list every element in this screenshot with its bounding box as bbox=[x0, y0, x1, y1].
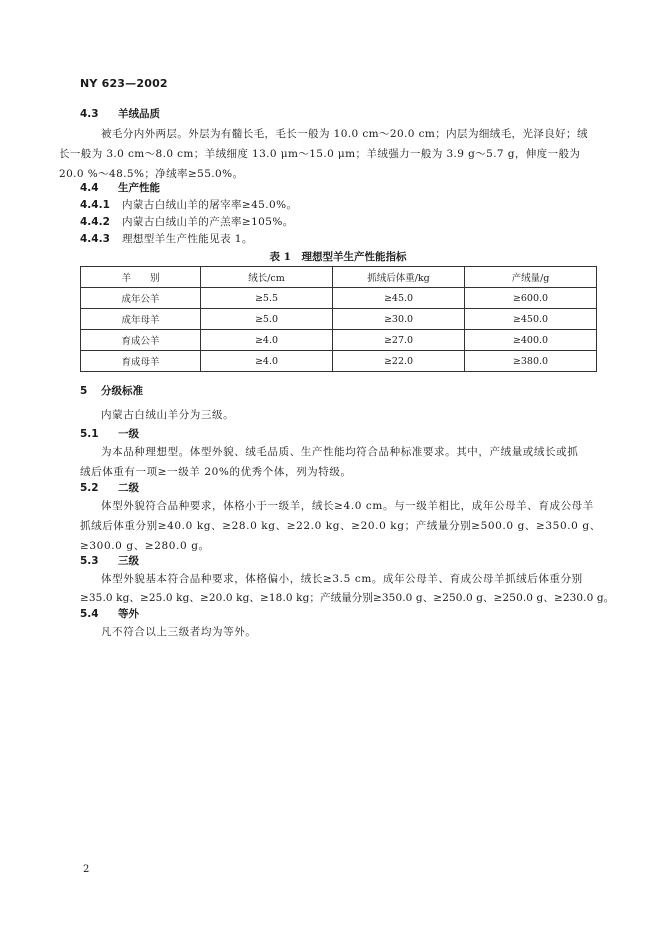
section-number: 5.2 bbox=[80, 482, 99, 494]
table-cell: ≥30.0 bbox=[333, 309, 465, 330]
text-line: 抓绒后体重分别≥40.0 kg、≥28.0 kg、≥22.0 kg、≥20.0 kg；产绒量分别≥500.0 g、≥350.0 g、 bbox=[80, 520, 601, 532]
section-title: 等外 bbox=[118, 608, 139, 620]
table-header-row bbox=[81, 267, 597, 288]
table-cell: ≥45.0 bbox=[333, 288, 465, 309]
section-4-3-paragraph bbox=[59, 124, 596, 184]
text-line: ≥35.0 kg、≥25.0 kg、≥20.0 kg、≥18.0 kg；产绒量分别≥350.0 g、≥250.0 g、≥250.0 g、≥230.0 g。 bbox=[80, 592, 615, 604]
text-line: 绒后体重有一项≥一级羊 20%的优秀个体，列为特级。 bbox=[80, 466, 352, 478]
section-5-3-heading bbox=[80, 553, 139, 568]
table-cell: ≥450.0 bbox=[465, 309, 597, 330]
table-cell: ≥400.0 bbox=[465, 330, 597, 351]
item-text: 内蒙古白绒山羊的屠宰率≥45.0%。 bbox=[122, 199, 298, 211]
table-cell: ≥380.0 bbox=[465, 351, 597, 372]
item-number: 4.4.2 bbox=[80, 216, 110, 228]
section-5-1-heading bbox=[80, 426, 139, 441]
section-title: 三级 bbox=[118, 555, 139, 567]
table-caption: 表 1 理想型羊生产性能指标 bbox=[269, 251, 407, 263]
item-text: 内蒙古白绒山羊的产羔率≥105%。 bbox=[122, 216, 294, 228]
document-header: NY 623—2002 bbox=[80, 77, 168, 90]
table-header-cell: 产绒量/g bbox=[465, 267, 597, 288]
text-line: 被毛分内外两层。外层为有髓长毛，毛长一般为 10.0 cm～20.0 cm；内层为细绒毛，光泽良好；绒 bbox=[101, 128, 588, 140]
section-title: 二级 bbox=[118, 482, 139, 494]
section-number: 5 bbox=[80, 385, 88, 397]
table-cell: ≥22.0 bbox=[333, 351, 465, 372]
table-cell: 成年母羊 bbox=[81, 309, 201, 330]
section-number: 4.3 bbox=[80, 108, 99, 120]
table-cell: 育成公羊 bbox=[81, 330, 201, 351]
section-title: 羊绒品质 bbox=[118, 108, 160, 120]
item-4-4-3 bbox=[80, 231, 253, 246]
section-5-heading bbox=[80, 383, 143, 398]
table-header-cell: 羊 别 bbox=[81, 267, 201, 288]
text-line: 长一般为 3.0 cm～8.0 cm；羊绒细度 13.0 μm～15.0 μm；羊绒强力一般为 3.9 g～5.7 g，伸度一般为 bbox=[59, 148, 581, 160]
table-row bbox=[81, 309, 597, 330]
text-line: 20.0 %～48.5%；净绒率≥55.0%。 bbox=[59, 168, 244, 180]
section-number: 5.3 bbox=[80, 555, 99, 567]
text-line: 凡不符合以上三级者均为等外。 bbox=[101, 626, 257, 638]
table-header-cell: 抓绒后体重/kg bbox=[333, 267, 465, 288]
text-line: 为本品种理想型。体型外貌、绒毛品质、生产性能均符合品种标准要求。其中，产绒量或绒长或抓 bbox=[101, 446, 579, 458]
page-number: 2 bbox=[83, 864, 90, 875]
section-5-4-heading bbox=[80, 606, 139, 621]
section-number: 4.4 bbox=[80, 182, 99, 194]
item-text: 理想型羊生产性能见表 1。 bbox=[122, 233, 253, 245]
item-number: 4.4.1 bbox=[80, 199, 110, 211]
section-5-2-heading bbox=[80, 480, 139, 495]
section-title: 生产性能 bbox=[118, 182, 160, 194]
table-cell: ≥5.0 bbox=[201, 309, 333, 330]
item-number: 4.4.3 bbox=[80, 233, 110, 245]
table-cell: 成年公羊 bbox=[81, 288, 201, 309]
table-cell: ≥600.0 bbox=[465, 288, 597, 309]
table-row bbox=[81, 351, 597, 372]
performance-table bbox=[80, 266, 597, 372]
table-row bbox=[81, 288, 597, 309]
section-4-4-heading bbox=[80, 180, 160, 195]
text-line: 体型外貌基本符合品种要求，体格偏小，绒长≥3.5 cm。成年公母羊、育成公母羊抓绒后体重分别 bbox=[101, 573, 583, 585]
section-5-intro: 内蒙古白绒山羊分为三级。 bbox=[101, 409, 235, 421]
table-row bbox=[81, 330, 597, 351]
section-number: 5.1 bbox=[80, 428, 99, 440]
section-title: 分级标准 bbox=[101, 385, 143, 397]
table-cell: ≥4.0 bbox=[201, 351, 333, 372]
text-line: 体型外貌符合品种要求，体格小于一级羊，绒长≥4.0 cm。与一级羊相比，成年公母羊、育成公母羊 bbox=[101, 500, 594, 512]
item-4-4-2 bbox=[80, 214, 294, 229]
text-line: ≥300.0 g、≥280.0 g。 bbox=[80, 540, 210, 552]
table-cell: ≥5.5 bbox=[201, 288, 333, 309]
table-cell: ≥27.0 bbox=[333, 330, 465, 351]
section-title: 一级 bbox=[118, 428, 139, 440]
table-cell: 育成母羊 bbox=[81, 351, 201, 372]
table-header-cell: 绒长/cm bbox=[201, 267, 333, 288]
section-4-3-heading bbox=[80, 106, 160, 121]
item-4-4-1 bbox=[80, 197, 297, 212]
table-cell: ≥4.0 bbox=[201, 330, 333, 351]
section-number: 5.4 bbox=[80, 608, 99, 620]
